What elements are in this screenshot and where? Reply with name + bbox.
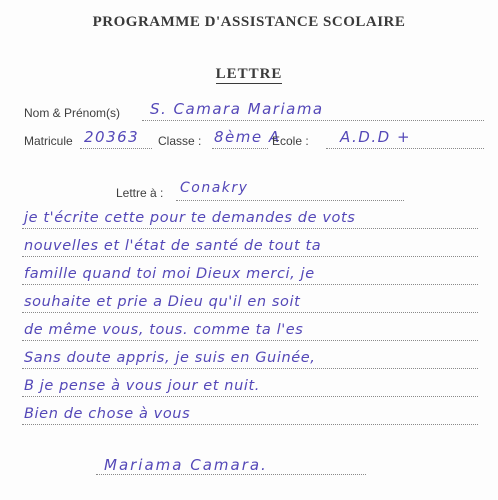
body-dotted-line [22,312,478,313]
body-dotted-line [22,284,478,285]
ecole-label: Ecole : [272,134,309,148]
letter-body-line: Bien de chose à vous [24,406,191,422]
body-dotted-line [22,256,478,257]
document-type-heading [0,66,498,83]
classe-dotted-line [212,148,268,149]
classe-value: 8ème A [214,128,281,146]
body-dotted-line [22,396,478,397]
letter-body-line: Sans doute appris, je suis en Guinée, [24,350,316,366]
signature-dotted-line [96,474,366,475]
letter-to-value: Conakry [180,180,249,196]
name-label: Nom & Prénom(s) [24,106,121,120]
ecole-dotted-line [326,148,484,149]
body-dotted-line [22,340,478,341]
program-title: PROGRAMME D'ASSISTANCE SCOLAIRE [92,14,406,30]
signature: Mariama Camara. [104,456,268,474]
letter-to-dotted-line [176,200,404,201]
ecole-value: A.D.D + [340,128,412,146]
body-dotted-line [22,368,478,369]
body-dotted-line [22,424,478,425]
letter-body-line: je t'écrite cette pour te demandes de vots [24,210,356,226]
document-type-label: LETTRE [215,66,283,82]
classe-label: Classe : [158,134,202,148]
letter-body-line: nouvelles et l'état de santé de tout ta [24,238,322,254]
matricule-value: 20363 [84,128,140,146]
name-dotted-line [142,120,484,121]
body-dotted-line [22,228,478,229]
matricule-dotted-line [80,148,152,149]
matricule-label: Matricule [24,134,73,148]
letter-body-line: B je pense à vous jour et nuit. [24,378,260,394]
letter-to-label: Lettre à : [116,186,164,200]
letter-body-line: souhaite et prie a Dieu qu'il en soit [24,294,301,310]
letter-body-line: de même vous, tous. comme ta l'es [24,322,304,338]
name-value: S. Camara Mariama [150,100,324,118]
letter-body-line: famille quand toi moi Dieux merci, je [24,266,315,282]
